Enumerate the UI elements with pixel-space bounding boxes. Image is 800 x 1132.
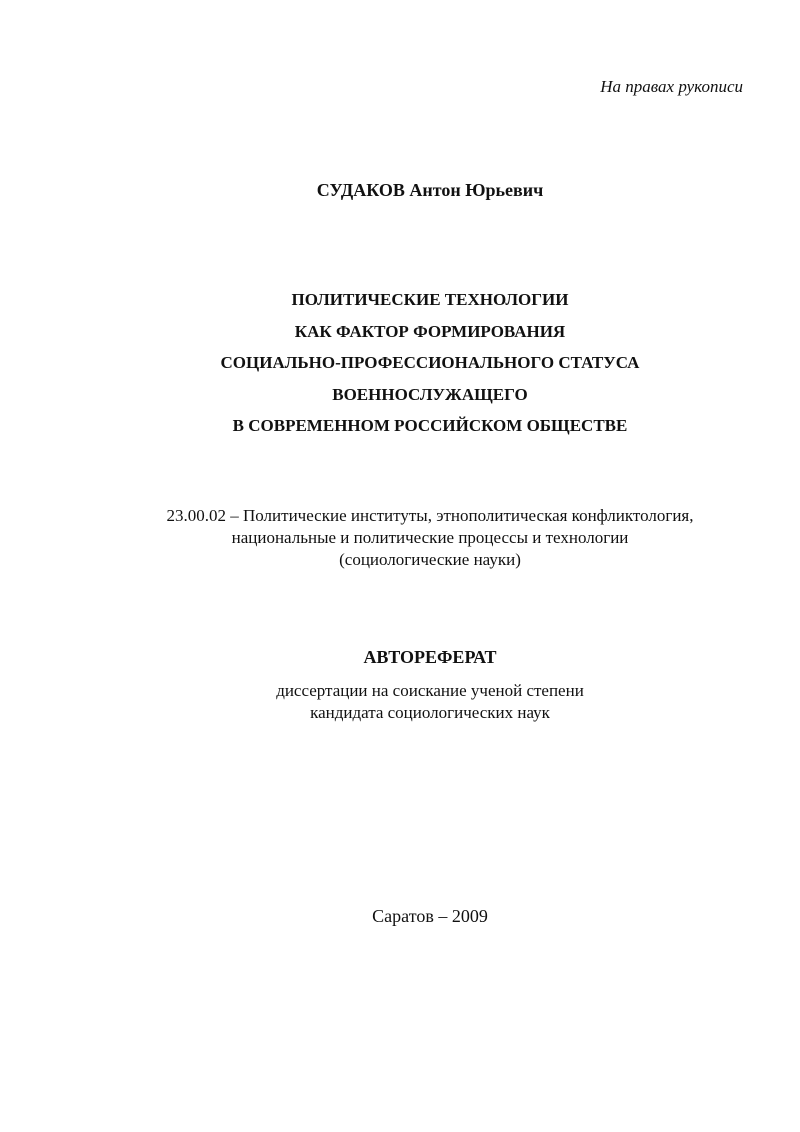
title-line: В СОВРЕМЕННОМ РОССИЙСКОМ ОБЩЕСТВЕ: [232, 416, 628, 435]
author-name: СУДАКОВ Антон Юрьевич: [316, 180, 544, 200]
degree-description: [0, 680, 800, 724]
specialty-line: 23.00.02 – Политические институты, этнополитическая конфликтология,: [166, 506, 694, 525]
specialty-code: [0, 505, 800, 571]
dissertation-title: [0, 284, 800, 442]
title-line: СОЦИАЛЬНО-ПРОФЕССИОНАЛЬНОГО СТАТУСА: [220, 353, 640, 372]
title-line: ВОЕННОСЛУЖАЩЕГО: [332, 384, 528, 404]
specialty-line: (социологические науки): [339, 550, 521, 569]
degree-line: диссертации на соискание ученой степени: [276, 681, 584, 700]
title-line: КАК ФАКТОР ФОРМИРОВАНИЯ: [294, 321, 566, 341]
city-year: Саратов – 2009: [372, 906, 488, 926]
document-type: АВТОРЕФЕРАТ: [363, 647, 497, 667]
rights-note: На правах рукописи: [600, 77, 743, 96]
title-line: ПОЛИТИЧЕСКИЕ ТЕХНОЛОГИИ: [291, 290, 569, 309]
degree-line: кандидата социологических наук: [310, 703, 550, 722]
specialty-line: национальные и политические процессы и технологии: [231, 528, 629, 547]
